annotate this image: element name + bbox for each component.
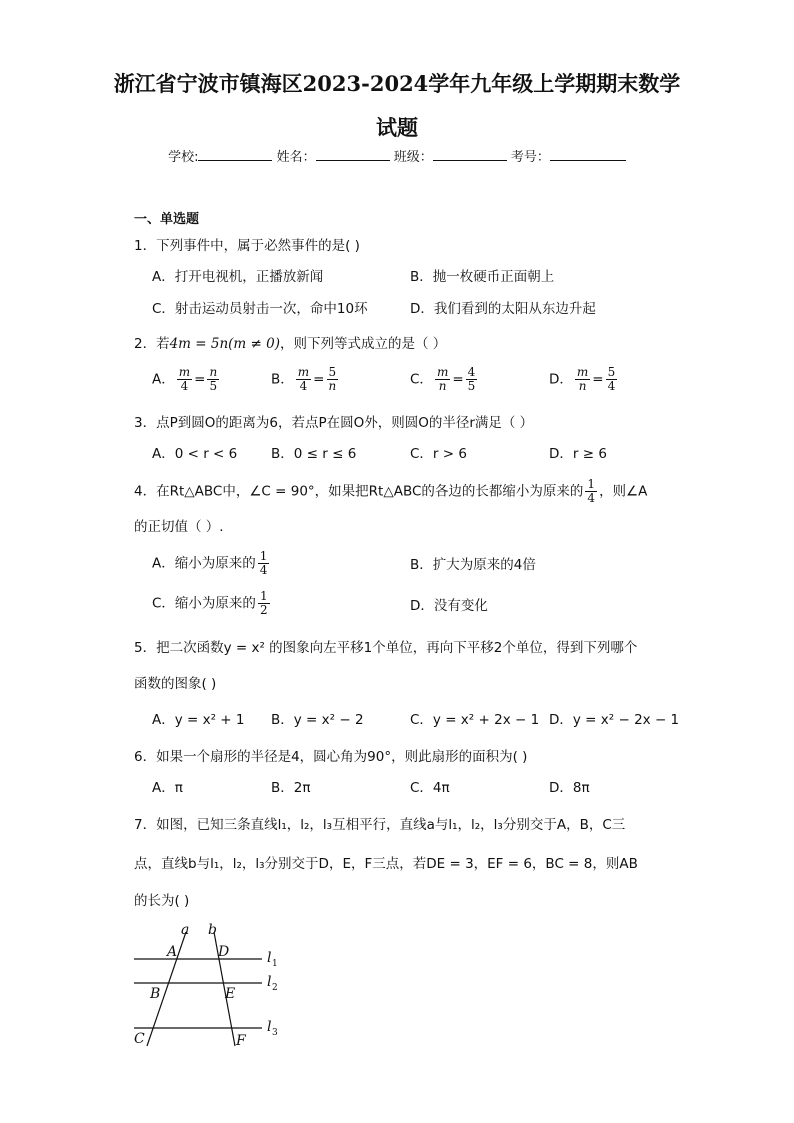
- label-l1: l: [267, 950, 272, 966]
- question-1-option-d[interactable]: D．我们看到的太阳从东边升起: [410, 301, 596, 317]
- question-2-prefix: 2．若: [134, 336, 170, 352]
- frac-den: 4: [607, 379, 616, 393]
- frac-num: 5: [328, 365, 337, 379]
- frac-den: 5: [467, 379, 476, 393]
- label-E: E: [225, 986, 236, 1002]
- option-letter: A．: [152, 371, 175, 388]
- question-1-option-c[interactable]: C．射击运动员射击一次，命中10环: [152, 301, 368, 317]
- question-4-option-a[interactable]: [152, 550, 271, 577]
- question-6-option-c[interactable]: C．4π: [410, 780, 450, 796]
- question-4-text-end: ，则∠A: [599, 483, 648, 500]
- frac-num: 1: [259, 589, 268, 603]
- option-letter: B．: [271, 371, 294, 388]
- student-info-row: [0, 146, 794, 165]
- option-letter: C．: [410, 371, 433, 388]
- question-6-stem: 6．如果一个扇形的半径是4，圆心角为90°，则此扇形的面积为( ): [134, 749, 528, 765]
- frac-num: 4: [467, 365, 476, 379]
- option-letter: D．: [549, 371, 573, 388]
- frac-num: 5: [607, 365, 616, 379]
- frac-den: n: [578, 379, 587, 393]
- question-2-option-d[interactable]: D． $\frac{m}{n}$ = $\frac{5}{4}$: [549, 365, 616, 393]
- question-2-option-b[interactable]: B． $\frac{m}{4}$ = $\frac{5}{n}$: [271, 365, 337, 393]
- frac-den: 2: [259, 603, 268, 617]
- question-1-option-b[interactable]: B．抛一枚硬币正面朝上: [410, 269, 555, 285]
- question-2-expression: 4m = 5n(m ≠ 0): [169, 336, 280, 352]
- question-2-stem: [134, 332, 446, 352]
- class-label: 班级：: [393, 150, 433, 165]
- label-l3: l: [267, 1019, 272, 1035]
- question-2-suffix: ，则下列等式成立的是（ ）: [279, 336, 447, 352]
- question-5-option-c[interactable]: C．y = x² + 2x − 1: [410, 712, 540, 728]
- question-5-option-d[interactable]: D．y = x² − 2x − 1: [549, 712, 680, 728]
- question-6-option-a[interactable]: A．π: [152, 780, 183, 796]
- question-7-line1: 7．如图，已知三条直线l₁，l₂，l₃互相平行，直线a与l₁，l₂，l₃分别交于A，B，C三: [134, 817, 626, 833]
- label-F: F: [236, 1033, 246, 1049]
- question-2-option-c[interactable]: C． $\frac{m}{n}$ = $\frac{4}{5}$: [410, 365, 476, 393]
- frac-num: m: [297, 365, 310, 379]
- question-3-option-b[interactable]: B．0 ≤ r ≤ 6: [271, 446, 357, 462]
- question-1-stem: 1．下列事件中，属于必然事件的是( ): [134, 238, 360, 254]
- label-C: C: [134, 1031, 145, 1047]
- question-4-text: 4．在Rt△ABC中，∠C = 90°，如果把Rt△ABC的各边的长都缩小为原来的: [134, 483, 584, 500]
- label-a: a: [181, 922, 190, 938]
- question-7-line2: 点，直线b与l₁，l₂，l₃分别交于D，E，F三点，若DE = 3，EF = 6，BC = 8，则AB: [134, 856, 638, 872]
- question-3-option-a[interactable]: A．0 < r < 6: [152, 446, 238, 462]
- question-6-option-b[interactable]: B．2π: [271, 780, 311, 796]
- frac-den: 5: [209, 379, 218, 393]
- label-l2: l: [267, 974, 272, 990]
- school-field[interactable]: [198, 148, 272, 161]
- label-l1-sub: 1: [272, 959, 278, 969]
- question-4-stem-line2: 的正切值（ ）.: [134, 519, 224, 535]
- frac-num: m: [436, 365, 449, 379]
- frac-den: n: [438, 379, 447, 393]
- class-field[interactable]: [433, 148, 507, 161]
- question-3-stem: 3．点P到圆O的距离为6，若点P在圆O外，则圆O的半径r满足（ ）: [134, 415, 534, 431]
- option-text: C．缩小为原来的: [152, 595, 256, 612]
- label-A: A: [167, 944, 178, 960]
- question-6-option-d[interactable]: D．8π: [549, 780, 590, 796]
- exam-number-label: 考号：: [510, 150, 550, 165]
- section-heading: 一、单选题: [134, 212, 200, 227]
- label-b: b: [208, 922, 217, 938]
- frac-num: 1: [259, 549, 268, 563]
- name-label: 姓名：: [276, 150, 316, 165]
- question-5-option-b[interactable]: B．y = x² − 2: [271, 712, 364, 728]
- question-3-option-c[interactable]: C．r > 6: [410, 446, 467, 462]
- exam-number-field[interactable]: [550, 148, 626, 161]
- question-5-stem-line1: 5．把二次函数y = x² 的图象向左平移1个单位，再向下平移2个单位，得到下列哪个: [134, 640, 638, 656]
- question-4-option-c[interactable]: [152, 590, 272, 617]
- page-title-line1: 浙江省宁波市镇海区2023-2024学年九年级上学期期末数学: [113, 71, 681, 96]
- parallel-lines-figure: [130, 922, 290, 1052]
- name-field[interactable]: [316, 148, 390, 161]
- question-3-option-d[interactable]: D．r ≥ 6: [549, 446, 607, 462]
- frac-den: 4: [259, 563, 268, 577]
- option-text: A．缩小为原来的: [152, 555, 256, 572]
- label-D: D: [218, 944, 230, 960]
- question-5-option-a[interactable]: A．y = x² + 1: [152, 712, 245, 728]
- question-7-line3: 的长为( ): [134, 893, 190, 909]
- frac-num: n: [209, 365, 218, 379]
- question-4-option-b[interactable]: B．扩大为原来的4倍: [410, 557, 536, 573]
- question-4-stem-line1: [134, 478, 647, 505]
- question-5-stem-line2: 函数的图象( ): [134, 676, 217, 692]
- frac-num: m: [178, 365, 191, 379]
- frac-den: n: [328, 379, 337, 393]
- question-4-option-d[interactable]: D．没有变化: [410, 598, 488, 614]
- frac-den: 4: [299, 379, 308, 393]
- label-l2-sub: 2: [272, 983, 278, 993]
- school-label: 学校:: [168, 150, 199, 165]
- frac-den: 4: [180, 379, 189, 393]
- frac-den: 4: [587, 491, 596, 505]
- question-1-option-a[interactable]: A．打开电视机，正播放新闻: [152, 269, 324, 285]
- label-B: B: [150, 986, 161, 1002]
- page-title-line2: 试题: [376, 115, 418, 140]
- label-l3-sub: 3: [272, 1028, 278, 1038]
- question-2-option-a[interactable]: A． $\frac{m}{4}$ = $\frac{n}{5}$: [152, 365, 218, 393]
- frac-num: m: [576, 365, 589, 379]
- frac-num: 1: [587, 477, 596, 491]
